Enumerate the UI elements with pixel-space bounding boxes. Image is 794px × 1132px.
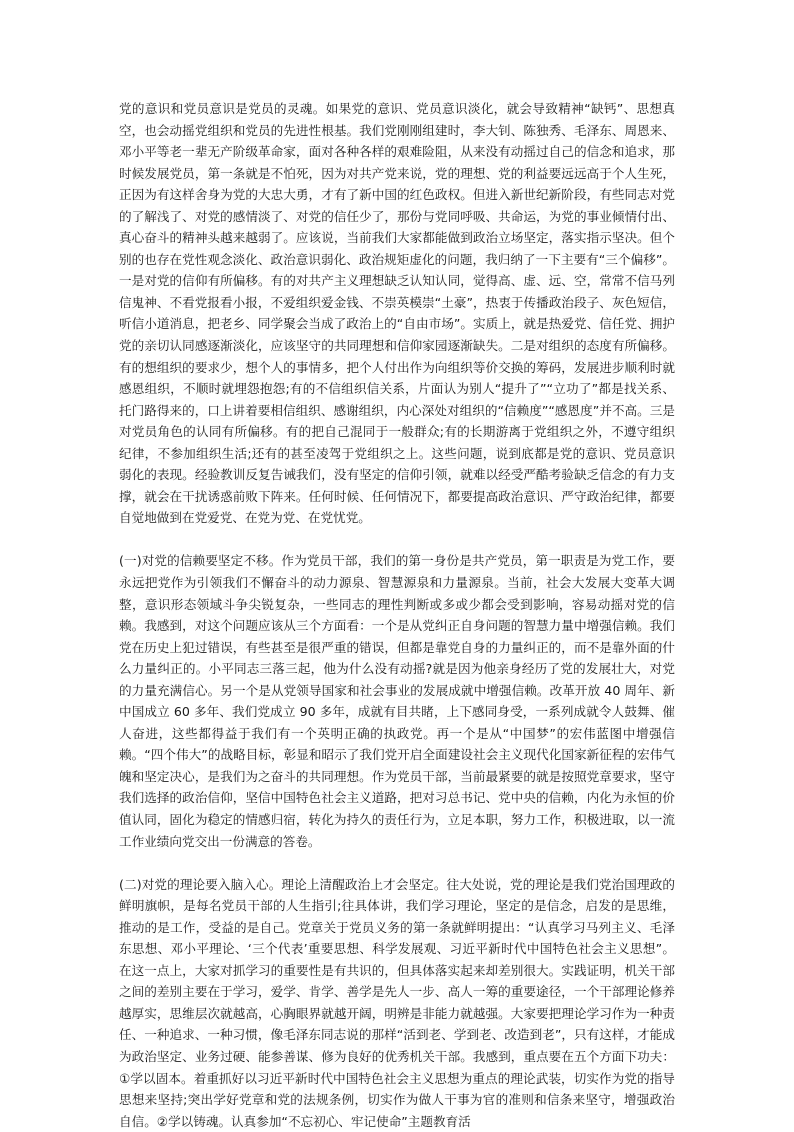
document-body xyxy=(119,98,675,1132)
paragraph-trust-in-party: (一)对党的信赖要坚定不移。作为党员干部，我们的第一身份是共产党员，第一职责是为党工作，要永远把党作为引领我们不懈奋斗的动力源泉、智慧源泉和力量源泉。当前，社会大发展大变革大调整，意识形态领域斗争尖锐复杂，一些同志的理性判断或多或少都会受到影响，容易动摇对党的信赖。我感到，对这个问题应该从三个方面看：一个是从党纠正自身问题的智慧力量中增强信赖。我们党在历史上犯过错误，有些甚至是很严重的错误，但都是靠党自身的力量纠正的，而不是靠外面的什么力量纠正的。小平同志三落三起，他为什么没有动摇?就是因为他亲身经历了党的发展壮大，对党的力量充满信心。另一个是从党领导国家和社会事业的发展成就中增强信赖。改革开放 40 周年、新中国成立 60 多年、我们党成立 90 多年，成就有目共睹，上下感同身受，一系列成就令人鼓舞、催人奋进，这些都得益于我们有一个英明正确的执政党。再一个是从“中国梦”的宏伟蓝图中增强信赖。“四个伟大”的战略目标，彰显和昭示了我们党开启全面建设社会主义现代化国家新征程的宏伟气魄和坚定决心，是我们为之奋斗的共同理想。作为党员干部，当前最紧要的就是按照党章要求，坚守我们选择的政治信仰，坚信中国特色社会主义道路，把对习总书记、党中央的信赖，内化为永恒的价值认同，固化为稳定的情感归宿，转化为持久的责任行为，立足本职，努力工作，积极进取，以一流工作业绩向党交出一份满意的答卷。 xyxy=(119,553,675,849)
paragraph-party-theory: (二)对党的理论要入脑入心。理论上清醒政治上才会坚定。往大处说，党的理论是我们党治国理政的鲜明旗帜，是每名党员干部的人生指引;往具体讲，我们学习理论，坚定的是信念，启发的是思维，推动的是工作，受益的是自己。党章关于党员义务的第一条就鲜明提出：“认真学习马列主义、毛泽东思想、邓小平理论、‘三个代表’重要思想、科学发展观、习近平新时代中国特色社会主义思想”。在这一点上，大家对抓学习的重要性是有共识的，但具体落实起来却差别很大。实践证明，机关干部之间的差别主要在于学习，爱学、肯学、善学是先人一步、高人一筹的重要途径，一个干部理论修养越厚实，思维层次就越高，心胸眼界就越开阔，明辨是非能力就越强。大家要把理论学习作为一种责任、一种追求、一种习惯，像毛泽东同志说的那样“活到老、学到老、改造到老”，只有这样，才能成为政治坚定、业务过硬、能参善谋、修为良好的优秀机关干部。我感到，重点要在五个方面下功夫：①学以固本。着重抓好以习近平新时代中国特色社会主义思想为重点的理论武装，切实作为党的指导思想来坚持;突出学好党章和党的法规条例，切实作为做人干事为官的准则和信条来坚守，增强政治自信。②学以铸魂。认真参加“不忘初心、牢记使命”主题教育活 xyxy=(119,876,675,1129)
paragraph-party-consciousness: 党的意识和党员意识是党员的灵魂。如果党的意识、党员意识淡化，就会导致精神“缺钙”、思想真空，也会动摇党组织和党员的先进性根基。我们党刚刚组建时，李大钊、陈独秀、毛泽东、周恩来、邓小平等老一辈无产阶级革命家，面对各种各样的艰难险阻，从来没有动摇过自己的信念和追求，那时候发展党员，第一条就是不怕死，因为对共产党来说，党的理想、党的利益要远远高于个人生死，正因为有这样舍身为党的大忠大勇，才有了新中国的红色政权。但进入新世纪新阶段，有些同志对党的了解浅了、对党的感情淡了、对党的信任少了，那份与党同呼吸、共命运，为党的事业倾情付出、真心奋斗的精神头越来越弱了。应该说，当前我们大家都能做到政治立场坚定，落实指示坚决。但个别的也存在党性观念淡化、政治意识弱化、政治规矩虚化的问题，我归纳了一下主要有“三个偏移”。一是对党的信仰有所偏移。有的对共产主义理想缺乏认知认同，觉得高、虚、远、空，常常不信马列信鬼神、不看党报看小报，不爱组织爱金钱、不崇英模崇“土豪”，热衷于传播政治段子、灰色短信，听信小道消息，把老乡、同学聚会当成了政治上的“自由市场”。实质上，就是热爱党、信任党、拥护党的亲切认同感逐渐淡化，应该坚守的共同理想和信仰家园逐渐缺失。二是对组织的态度有所偏移。有的想组织的要求少，想个人的事情多，把个人付出作为向组织等价交换的筹码，发展进步顺利时就感恩组织，不顺时就埋怨抱怨;有的不信组织信关系，片面认为别人“提升了”“立功了”都是找关系、托门路得来的，口上讲着要相信组织、感谢组织，内心深处对组织的“信赖度”“感恩度”并不高。三是对党员角色的认同有所偏移。有的把自己混同于一般群众;有的长期游离于党组织之外，不遵守组织纪律，不参加组织生活;还有的甚至凌驾于党组织之上。这些问题，说到底都是党的意识、党员意识弱化的表现。经验教训反复告诫我们，没有坚定的信仰引领，就难以经受严酷考验缺乏信念的有力支撑，就会在干扰诱惑前败下阵来。任何时候、任何情况下，都要提高政治意识、严守政治纪律，都要自觉地做到在党爱党、在党为党、在党忧党。 xyxy=(119,101,675,526)
